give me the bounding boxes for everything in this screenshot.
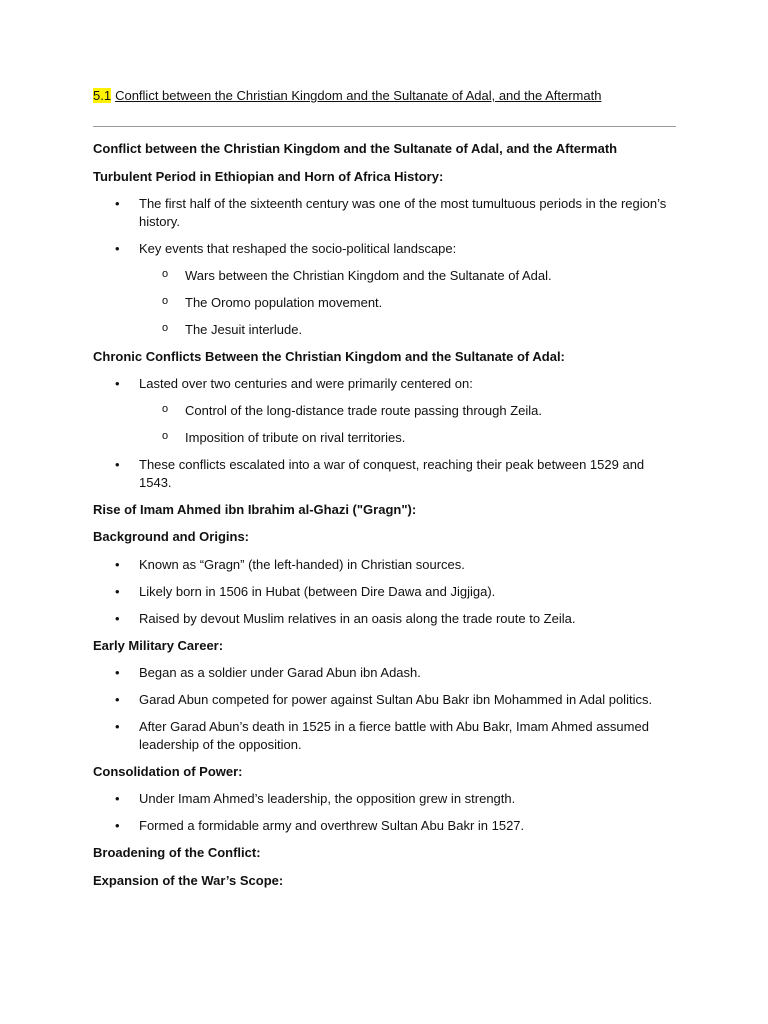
heading-broadening: Broadening of the Conflict: xyxy=(93,845,261,860)
toc-entry[interactable] xyxy=(93,87,676,105)
consolidation-list xyxy=(93,790,676,835)
sub-list-item: o Wars between the Christian Kingdom and the Sultanate of Adal. xyxy=(93,267,676,285)
heading-rise-of-imam: Rise of Imam Ahmed ibn Ibrahim al-Ghazi ("Gragn"): xyxy=(93,501,417,517)
toc-section-number: 5.1 xyxy=(93,88,112,103)
list-item: • After Garad Abun’s death in 1525 in a fierce battle with Abu Bakr, Imam Ahmed assumed leadership of the opposition. xyxy=(93,718,676,753)
heading-chronic-conflicts: Chronic Conflicts Between the Christian Kingdom and the Sultanate of Adal: xyxy=(93,348,565,364)
list-item: • Began as a soldier under Garad Abun ibn Adash. xyxy=(93,664,676,682)
heading-turbulent-period: Turbulent Period in Ethiopian and Horn of Africa History: xyxy=(93,168,444,184)
list-item: • Key events that reshaped the socio-political landscape: xyxy=(93,240,676,258)
list-item: • Formed a formidable army and overthrew Sultan Abu Bakr in 1527. xyxy=(93,817,676,835)
sub-list-item: o Imposition of tribute on rival territories. xyxy=(93,429,676,447)
list-item: • Known as “Gragn” (the left-handed) in Christian sources. xyxy=(93,556,676,574)
chronic-list xyxy=(93,375,676,491)
list-item: • These conflicts escalated into a war of conquest, reaching their peak between 1529 and 1543. xyxy=(93,456,676,491)
turbulent-list xyxy=(93,195,676,338)
heading-background: Background and Origins: xyxy=(93,529,250,544)
list-item: • Likely born in 1506 in Hubat (between Dire Dawa and Jigjiga). xyxy=(93,583,676,601)
heading-consolidation: Consolidation of Power: xyxy=(93,763,243,779)
document-page xyxy=(93,87,676,888)
sub-list-item: o The Jesuit interlude. xyxy=(93,321,676,339)
document-body xyxy=(93,140,676,899)
heading-early-military-career: Early Military Career: xyxy=(93,637,224,653)
list-item: • Lasted over two centuries and were primarily centered on: xyxy=(93,375,676,393)
list-item: • The first half of the sixteenth century was one of the most tumultuous periods in the region’s history. xyxy=(93,195,676,230)
early-career-list xyxy=(93,664,676,753)
sub-list-item: o Control of the long-distance trade route passing through Zeila. xyxy=(93,402,676,420)
main-title: Conflict between the Christian Kingdom and the Sultanate of Adal, and the Aftermath xyxy=(93,141,618,156)
toc-section-link[interactable]: Conflict between the Christian Kingdom and the Sultanate of Adal, and the Aftermath xyxy=(115,88,602,103)
heading-expansion: Expansion of the War’s Scope: xyxy=(93,872,284,888)
list-item: • Under Imam Ahmed’s leadership, the opposition grew in strength. xyxy=(93,790,676,808)
horizontal-rule xyxy=(93,126,676,127)
sub-list-item: o The Oromo population movement. xyxy=(93,294,676,312)
list-item: • Garad Abun competed for power against Sultan Abu Bakr ibn Mohammed in Adal politics. xyxy=(93,691,676,709)
list-item: • Raised by devout Muslim relatives in an oasis along the trade route to Zeila. xyxy=(93,610,676,628)
background-list xyxy=(93,556,676,628)
